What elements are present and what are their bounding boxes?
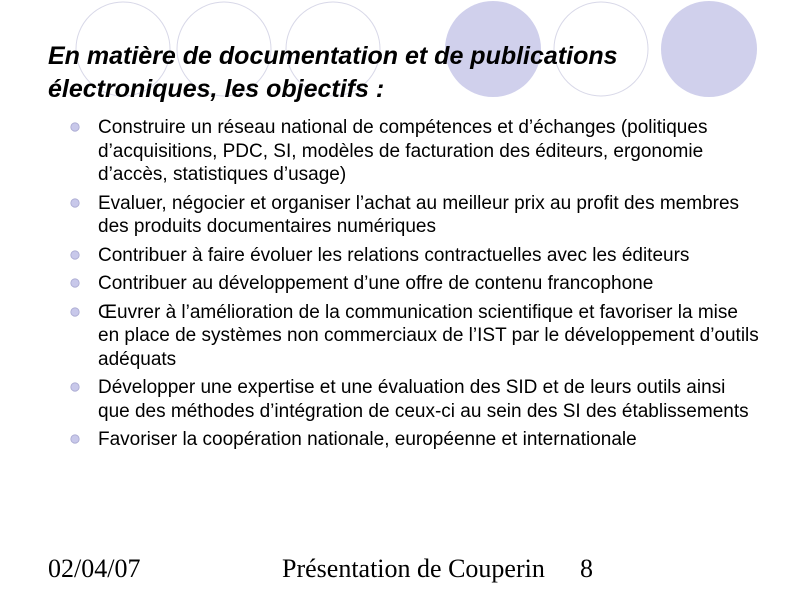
footer-page-number: 8	[580, 554, 593, 583]
bullet-item	[70, 301, 760, 372]
bullet-text: Evaluer, négocier et organiser l’achat au meilleur prix au profit des membres des produits documentaires numériques	[98, 192, 740, 237]
bullet-item	[70, 272, 760, 296]
bullet-item	[70, 244, 760, 268]
bullet-dot-icon	[70, 382, 80, 392]
bullet-text: Contribuer à faire évoluer les relations contractuelles avec les éditeurs	[98, 244, 690, 266]
bullet-text: Développer une expertise et une évaluation des SID et de leurs outils ainsi que des méthodes d’intégration de ceux-ci au sein des SI des établissements	[98, 377, 749, 422]
footer-presentation-title: Présentation de Couperin	[282, 554, 545, 583]
bullet-dot-icon	[70, 278, 80, 288]
bullet-item	[70, 192, 760, 239]
bullet-dot-icon	[70, 198, 80, 208]
bullet-dot-icon	[70, 250, 80, 260]
bullet-dot-icon	[70, 307, 80, 317]
bullet-dot-icon	[70, 434, 80, 444]
slide-title: En matière de documentation et de publications électroniques, les objectifs :	[48, 42, 618, 103]
bullet-text: Favoriser la coopération nationale, européenne et internationale	[98, 429, 637, 450]
bullet-list	[70, 116, 760, 457]
bullet-item	[70, 116, 760, 187]
bullet-item	[70, 376, 760, 423]
bullet-text: Construire un réseau national de compétences et d’échanges (politiques d’acquisitions, PDC, SI, modèles de facturation des éditeurs, ergonomie d’accès, statistiques d’usage)	[98, 117, 708, 185]
bullet-text: Œuvrer à l’amélioration de la communication scientifique et favoriser la mise en place de systèmes non commerciaux de l’IST par le développement d’outils adéquats	[98, 301, 759, 370]
bullet-text: Contribuer au développement d’une offre de contenu francophone	[98, 273, 654, 294]
footer-date: 02/04/07	[48, 554, 141, 583]
bullet-dot-icon	[70, 122, 80, 132]
bullet-item	[70, 428, 760, 452]
